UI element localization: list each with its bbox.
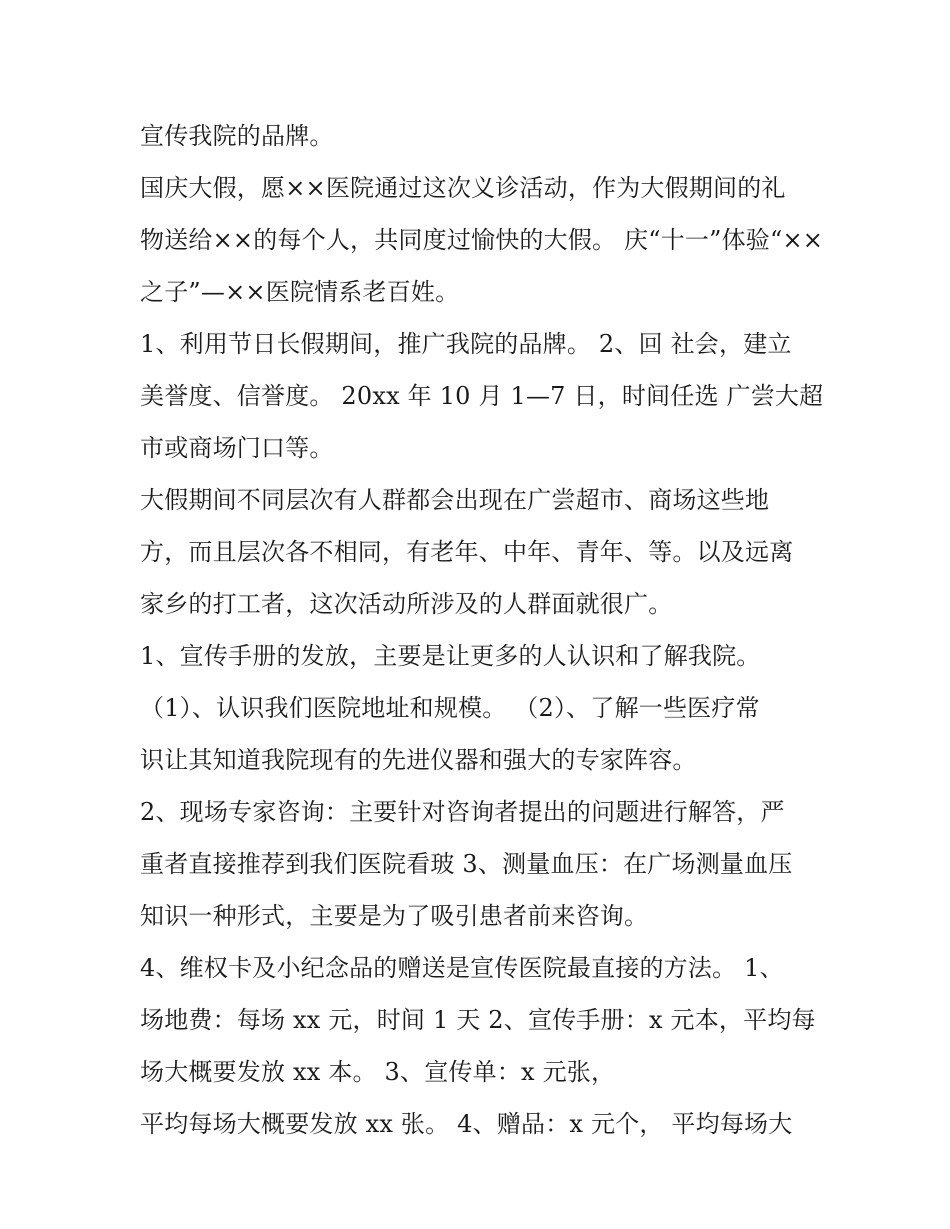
text-line: 场地费：每场 xx 元，时间 1 天 2、宣传手册：x 元本，平均每: [140, 1006, 816, 1034]
text-line: 美誉度、信誉度。 20xx 年 10 月 1—7 日，时间任选 广尝大超: [140, 382, 824, 410]
text-line: 知识一种形式，主要是为了吸引患者前来咨询。: [140, 902, 649, 930]
text-line: 物送给××的每个人，共同度过愉快的大假。 庆“十一”体验“××: [140, 226, 824, 254]
text-line: 方，而且层次各不相同，有老年、中年、青年、等。以及远离: [140, 538, 794, 566]
text-line: 1、宣传手册的发放，主要是让更多的人认识和了解我院。: [140, 642, 761, 670]
text-line: 市或商场门口等。: [140, 434, 334, 462]
text-line: 家乡的打工者，这次活动所涉及的人群面就很广。: [140, 590, 673, 618]
text-line: 之子”—××医院情系老百姓。: [140, 278, 460, 306]
text-line: 宣传我院的品牌。: [140, 122, 334, 150]
text-line: 大假期间不同层次有人群都会出现在广尝超市、商场这些地: [140, 486, 770, 514]
text-line: 重者直接推荐到我们医院看玻 3、测量血压：在广场测量血压: [140, 850, 793, 878]
text-line: 国庆大假，愿××医院通过这次义诊活动，作为大假期间的礼: [140, 174, 786, 202]
text-line: 2、现场专家咨询：主要针对咨询者提出的问题进行解答，严: [140, 798, 785, 826]
text-line: 识让其知道我院现有的先进仪器和强大的专家阵容。: [140, 746, 697, 774]
text-line: 场大概要发放 xx 本。 3、宣传单：x 元张，: [140, 1058, 616, 1086]
text-line: 平均每场大概要发放 xx 张。 4、赠品：x 元个， 平均每场大: [140, 1110, 793, 1138]
text-line: （1）、认识我们医院地址和规模。 （2）、了解一些医疗常: [140, 694, 760, 722]
text-line: 4、维权卡及小纪念品的赠送是宣传医院最直接的方法。 1、: [140, 954, 784, 982]
document-body: [140, 110, 840, 1150]
text-line: 1、利用节日长假期间，推广我院的品牌。 2、回 社会，建立: [140, 330, 792, 358]
